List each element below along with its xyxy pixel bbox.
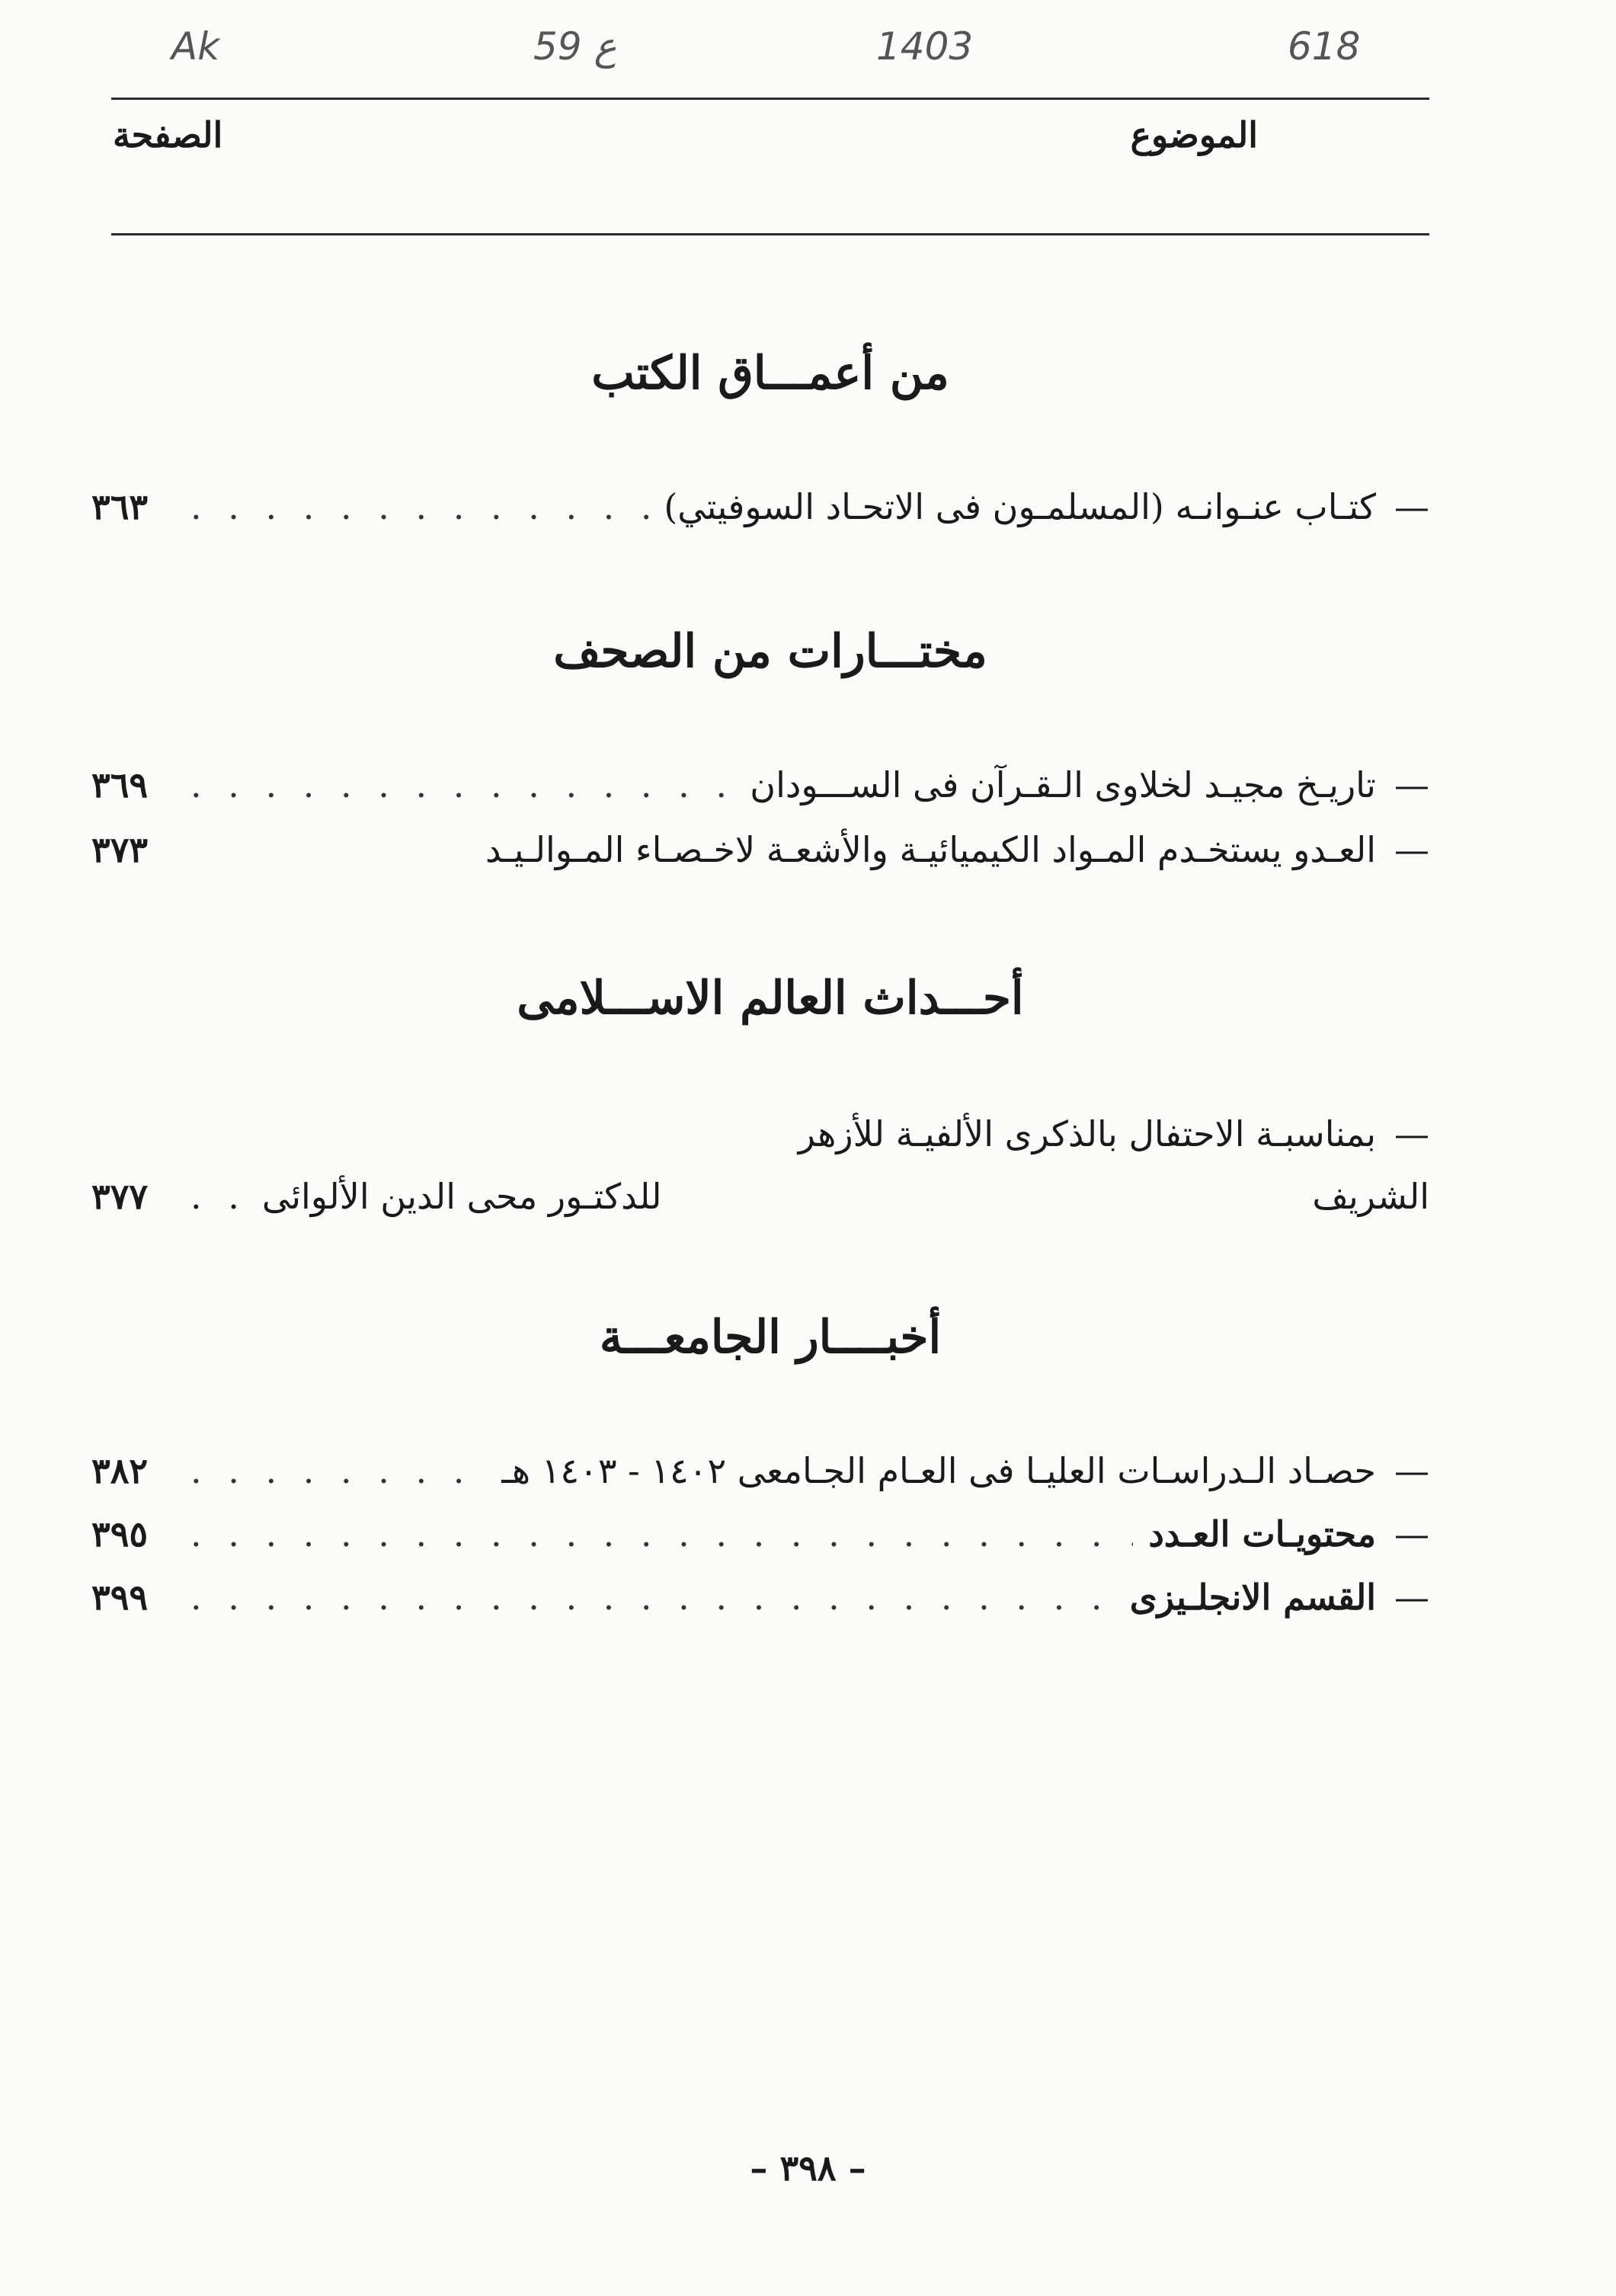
page-column-header: الصفحة xyxy=(113,114,223,155)
entry-page-number: ٣٧٧ xyxy=(91,1176,149,1217)
section-title-press: مختـــارات من الصحف xyxy=(553,625,987,678)
toc-entry-continuation xyxy=(91,1174,1429,1219)
entry-page-number: ٣٦٩ xyxy=(91,764,149,805)
dot-leader: . . xyxy=(190,1176,247,1217)
entry-page-number: ٣٦٣ xyxy=(91,486,149,527)
entry-dash: — xyxy=(1394,829,1429,870)
section-title-books: من أعمـــاق الكتب xyxy=(591,347,949,400)
handwritten-mark-1: 618 xyxy=(1288,24,1361,69)
dot-leader xyxy=(190,762,734,808)
header-top-rule xyxy=(111,98,1429,100)
entry-page-number: ٣٨٢ xyxy=(91,1450,149,1491)
entry-title: القسم الانجلـيزى xyxy=(1129,1577,1376,1618)
dot-leader xyxy=(190,484,648,530)
entry-author: للدكتـور محى الدين الألوائى xyxy=(261,1176,662,1217)
dot-leader xyxy=(190,1511,1133,1557)
entry-dash: — xyxy=(1394,1450,1429,1491)
page-number-footer: – ٣٩٨ – xyxy=(750,2147,866,2189)
header-bottom-rule xyxy=(111,233,1429,235)
entry-title: حصـاد الـدراسـات العليـا فى العـام الجـامعى ١٤٠٢ - ١٤٠٣ هـ xyxy=(501,1450,1376,1491)
toc-entry xyxy=(91,1511,1429,1557)
toc-entry xyxy=(91,762,1429,808)
subject-column-header: الموضوع xyxy=(1130,114,1258,155)
toc-entry xyxy=(91,1448,1429,1494)
toc-entry xyxy=(91,827,1429,873)
section-title-university-news: أخبــــار الجامعـــة xyxy=(599,1311,942,1364)
entry-title: العـدو يستخـدم المـواد الكيميائيـة والأشعـة لاخـصـاء المـوالـيـد xyxy=(485,829,1376,870)
entry-title: تاريـخ مجيـد لخلاوى الـقـرآن فى الســـودان xyxy=(750,764,1376,805)
section-title-islamic-world: أحـــداث العالم الاســـلامى xyxy=(517,972,1024,1025)
dot-leader xyxy=(190,1574,1115,1620)
handwritten-mark-2: 1403 xyxy=(876,24,974,69)
toc-entry xyxy=(91,484,1429,530)
toc-entry xyxy=(91,1574,1429,1620)
toc-entry xyxy=(91,1111,1429,1157)
entry-dash: — xyxy=(1394,1113,1429,1154)
entry-page-number: ٣٧٣ xyxy=(91,829,149,870)
entry-page-number: ٣٩٩ xyxy=(91,1577,149,1618)
entry-dash: — xyxy=(1394,764,1429,805)
entry-continuation-start: الشريف xyxy=(1312,1176,1429,1217)
entry-title: كتـاب عنـوانـه (المسلمـون فى الاتحـاد السوفيتي) xyxy=(664,486,1376,527)
dot-leader xyxy=(190,1448,486,1494)
entry-title: بمناسبـة الاحتفال بالذكرى الألفيـة للأزهر xyxy=(798,1113,1376,1154)
entry-page-number: ٣٩٥ xyxy=(91,1513,149,1555)
entry-title: محتويـات العـدد xyxy=(1148,1513,1376,1555)
entry-dash: — xyxy=(1394,1513,1429,1555)
handwritten-mark-4: Ak xyxy=(171,24,220,69)
handwritten-mark-3: ع 59 xyxy=(533,24,617,69)
entry-dash: — xyxy=(1394,1577,1429,1618)
entry-dash: — xyxy=(1394,486,1429,527)
